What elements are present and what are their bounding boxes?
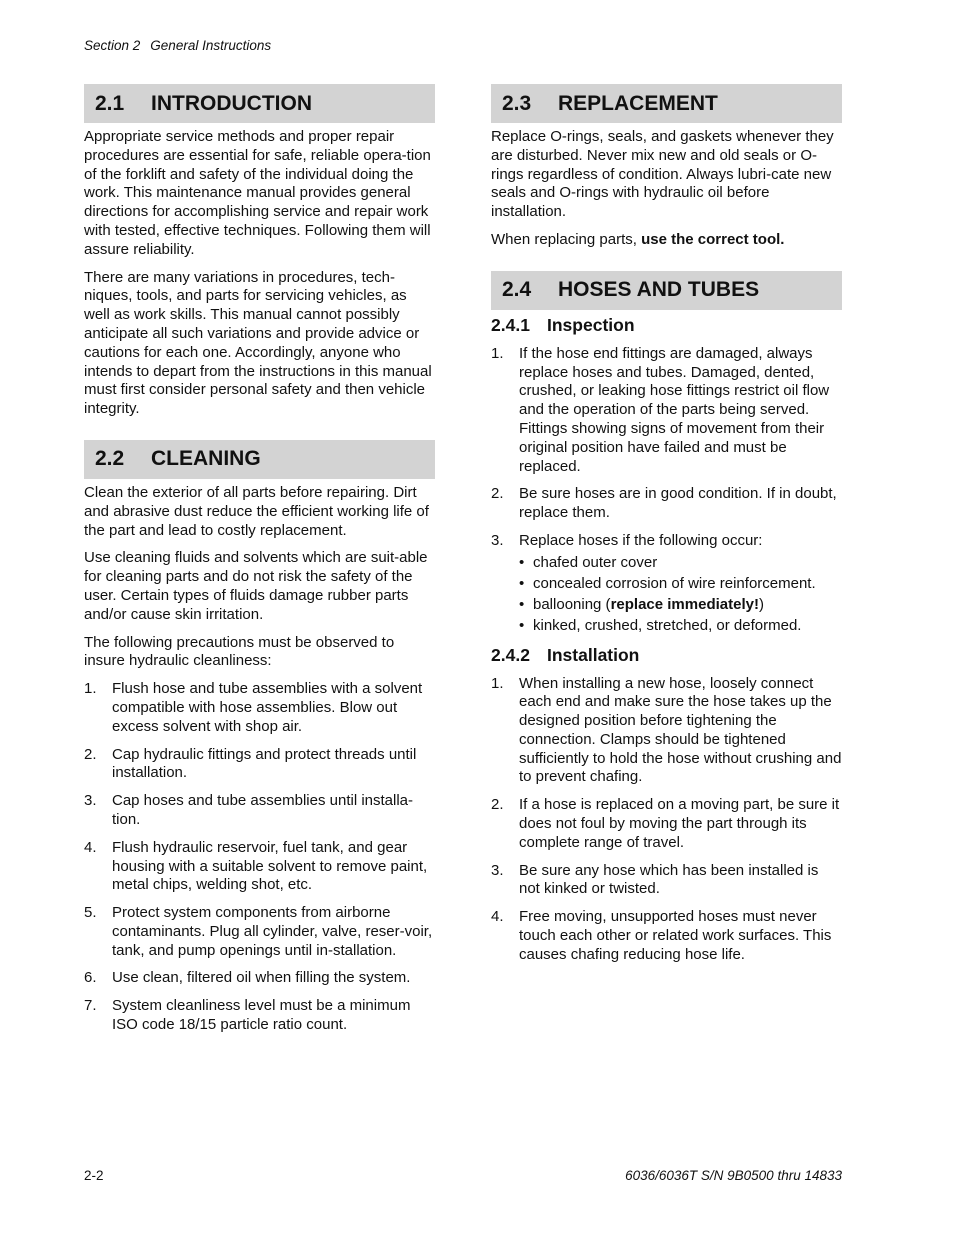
section-heading-replacement [491, 84, 842, 123]
cleaning-paragraph-2: Use cleaning fluids and solvents which are suit-able for cleaning parts and do not risk the safety of the user. Certain types of fluids damage rubber parts and/or cause skin irritation. [84, 549, 428, 623]
item-number: 1. [84, 680, 97, 698]
item-number: 2. [84, 745, 97, 763]
section-number: 2.3 [502, 91, 532, 115]
list-item [84, 746, 435, 784]
item-text: System cleanliness level must be a minimum ISO code 18/15 particle ratio count. [112, 997, 411, 1034]
item-text: Cap hydraulic fittings and protect threads until installation. [112, 745, 417, 782]
item-number: 1. [491, 344, 504, 362]
item-text: Protect system components from airborne contaminants. Plug all cylinder, valve, reser-voir, tank, and pump openings until in-stallation. [112, 904, 433, 959]
item-text: Use clean, filtered oil when filling the system. [112, 969, 411, 987]
item-text: If the hose end fittings are damaged, always replace hoses and tubes. Damaged, dented, crushed, or leaking hose fittings restrict oil flow and the operation of the parts being served. Fittings showing signs of movement from their original position have failed and must be replaced. [519, 344, 830, 475]
item-text: Be sure any hose which has been installed is not kinked or twisted. [519, 861, 819, 898]
list-item [491, 675, 842, 788]
item-number: 4. [84, 838, 97, 856]
bullet-list [519, 554, 842, 636]
bullet-glyph: • [519, 553, 525, 571]
list-item [491, 908, 842, 964]
item-text: Cap hoses and tube assemblies until installa-tion. [112, 792, 414, 828]
item-number: 2. [491, 796, 504, 814]
item-number: 6. [84, 969, 97, 987]
bullet-text: chafed outer cover [533, 553, 658, 571]
list-item [84, 680, 435, 736]
section-heading-introduction [84, 84, 435, 123]
list-item [491, 345, 842, 477]
section-title: HOSES AND TUBES [558, 278, 760, 302]
subsection-title: Inspection [547, 314, 635, 335]
item-text: Flush hose and tube assemblies with a solvent compatible with hose assemblies. Blow out excess solvent with shop air. [112, 680, 423, 735]
list-item [491, 862, 842, 900]
item-text: Replace hoses if the following occur: [519, 531, 763, 549]
item-number: 4. [491, 908, 504, 926]
installation-list [491, 675, 842, 965]
cleaning-paragraph-3: The following precautions must be observed to insure hydraulic cleanliness: [84, 633, 395, 670]
replacement-emphasis: use the correct tool. [641, 230, 785, 248]
bullet-text-tail: ) [758, 595, 764, 613]
item-text: Be sure hoses are in good condition. If in doubt, replace them. [519, 485, 837, 522]
list-item [491, 796, 842, 852]
list-item [491, 532, 842, 636]
item-text: Flush hydraulic reservoir, fuel tank, and gear housing with a suitable solvent to remove paint, metal chips, welding shot, etc. [112, 838, 428, 894]
bullet-item [519, 575, 842, 594]
list-item [491, 485, 842, 523]
item-number: 2. [491, 485, 504, 503]
item-text: When installing a new hose, loosely connect each end and make sure the hose takes up the designed position before tightening the connection. Clamps should be tightened sufficiently to hold the hose without crushing and to prevent chafing. [519, 674, 842, 786]
bullet-emphasis: replace immediately! [610, 595, 759, 613]
bullet-item [519, 617, 842, 636]
right-column [491, 84, 842, 974]
inspection-list [491, 345, 842, 636]
section-heading-hoses-and-tubes [491, 271, 842, 310]
bullet-glyph: • [519, 595, 525, 613]
model-serial-range: 6036/6036T S/N 9B0500 thru 14833 [625, 1168, 842, 1183]
list-item [84, 904, 435, 960]
bullet-item [519, 554, 842, 573]
section-heading-cleaning [84, 440, 435, 479]
header-section: Section 2 [84, 38, 141, 53]
replacement-paragraph-1: Replace O-rings, seals, and gaskets whenever they are disturbed. Never mix new and old seals or O-rings regardless of condition. Always lubri-cate new seals and O-rings with hydraulic oil before installation. [491, 128, 834, 221]
section-number: 2.2 [95, 447, 125, 471]
cleaning-paragraph-1: Clean the exterior of all parts before repairing. Dirt and abrasive dust reduce the efficient working life of the part and lead to costly replacement. [84, 483, 429, 539]
list-item [84, 839, 435, 895]
section-title: CLEANING [151, 447, 261, 471]
item-number: 3. [491, 531, 504, 549]
bullet-text: concealed corrosion of wire reinforcement. [533, 574, 816, 592]
section-number: 2.1 [95, 91, 125, 115]
item-number: 3. [84, 792, 97, 810]
list-item [84, 997, 435, 1035]
list-item [84, 792, 435, 830]
intro-paragraph-2: There are many variations in procedures, tech-niques, tools, and parts for servicing vehicles, as well as work skills. This manual cannot possibly anticipate all such variations and provide advice or cautions for each one. Accordingly, anyone who intends to depart from the instructions in this manual must first consider personal safety and then vehicle integrity. [84, 268, 432, 418]
subsection-number: 2.4.2 [491, 644, 530, 665]
left-column [84, 84, 435, 1044]
running-header [84, 38, 271, 53]
page-number: 2-2 [84, 1168, 104, 1183]
subsection-number: 2.4.1 [491, 314, 530, 335]
section-number: 2.4 [502, 278, 532, 302]
item-text: Free moving, unsupported hoses must never touch each other or related work surfaces. This causes chafing reducing hose life. [519, 908, 832, 963]
item-number: 5. [84, 904, 97, 922]
item-text: If a hose is replaced on a moving part, be sure it does not foul by moving the part through its complete range of travel. [519, 796, 840, 851]
bullet-item [519, 596, 842, 615]
section-title: INTRODUCTION [151, 91, 312, 115]
precautions-list [84, 680, 435, 1035]
replacement-paragraph-2 [491, 231, 842, 250]
subsection-title: Installation [547, 644, 640, 665]
bullet-text-lead: ballooning ( [533, 595, 611, 613]
section-title: REPLACEMENT [558, 91, 718, 115]
item-number: 3. [491, 861, 504, 879]
intro-paragraph-1: Appropriate service methods and proper repair procedures are essential for safe, reliable opera-tion of the forklift and safety of the individual doing the work. This maintenance manual provides general directions for accomplishing service and repair work with tested, effective techniques. Following them will assure reliability. [84, 128, 431, 258]
item-number: 7. [84, 997, 97, 1015]
subsection-heading-inspection [491, 315, 842, 336]
item-number: 1. [491, 674, 504, 692]
bullet-text: kinked, crushed, stretched, or deformed. [533, 616, 802, 634]
list-item [84, 969, 435, 988]
bullet-glyph: • [519, 574, 525, 592]
bullet-glyph: • [519, 616, 525, 634]
replacement-lead-text: When replacing parts, [491, 230, 642, 248]
header-title: General Instructions [150, 38, 272, 53]
subsection-heading-installation [491, 645, 842, 666]
